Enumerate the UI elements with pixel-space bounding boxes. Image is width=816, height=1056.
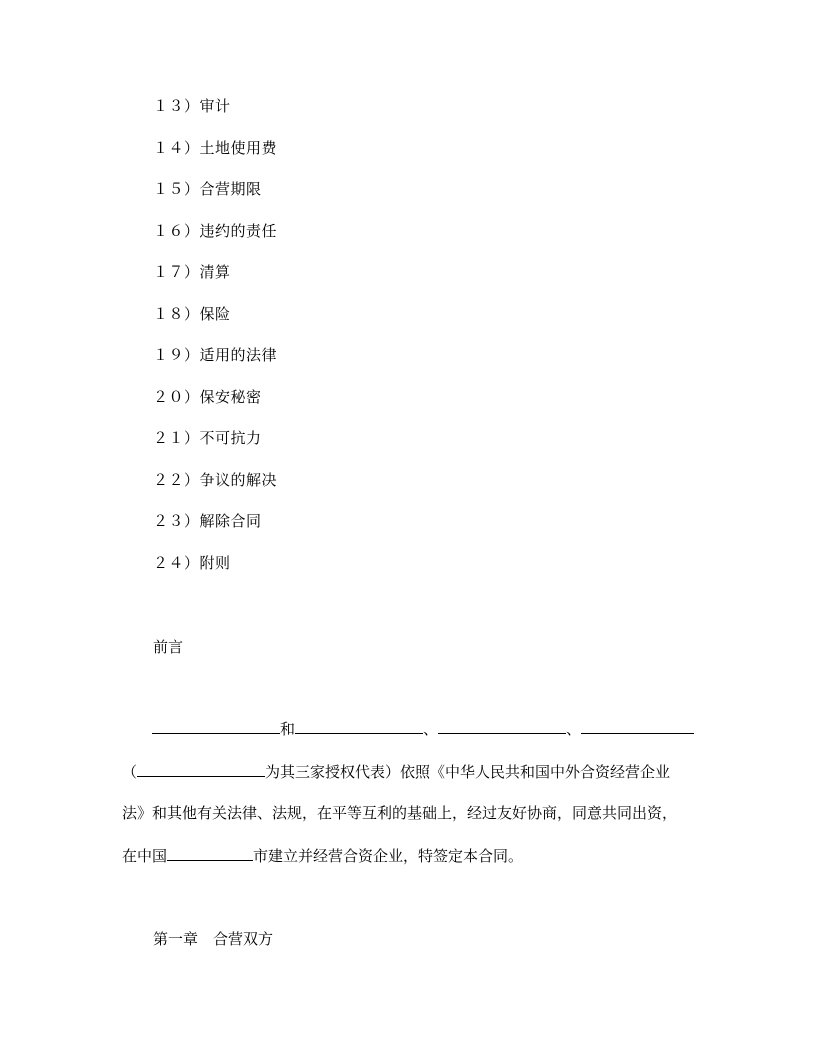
toc-item-22: ２２）争议的解决 (153, 471, 278, 489)
toc-item-15: １５）合营期限 (153, 180, 262, 198)
party-d-blank[interactable] (581, 719, 694, 734)
preface-line-3: 法》和其他有关法律、法规，在平等互利的基础上，经过友好协商，同意共同出资， (122, 804, 678, 822)
open-paren: （ (122, 763, 138, 781)
city-blank[interactable] (167, 846, 253, 861)
toc-item-17: １７）清算 (153, 263, 231, 281)
chapter-1-title: 第一章 合营双方 (153, 930, 274, 948)
toc-item-23: ２３）解除合同 (153, 512, 262, 530)
preface-line-4-after: 市建立并经营合资企业，特签定本合同。 (253, 847, 524, 865)
toc-item-20: ２０）保安秘密 (153, 388, 262, 406)
preface-title: 前言 (153, 638, 184, 656)
preface-line-1 (152, 719, 694, 739)
toc-item-13: １３）审计 (153, 97, 231, 115)
and-text: 和 (280, 720, 296, 738)
party-a-blank[interactable] (152, 719, 280, 734)
preface-line-4 (122, 846, 523, 866)
preface-line-4-before: 在中国 (122, 847, 168, 865)
toc-item-19: １９）适用的法律 (153, 346, 278, 364)
preface-line-2-text: 为其三家授权代表）依照《中华人民共和国中外合资经营企业 (265, 763, 671, 781)
toc-item-21: ２１）不可抗力 (153, 429, 262, 447)
toc-item-14: １４）土地使用费 (153, 139, 278, 157)
toc-item-18: １８）保险 (153, 305, 231, 323)
separator-2: 、 (566, 720, 582, 738)
party-c-blank[interactable] (438, 719, 566, 734)
toc-item-16: １６）违约的责任 (153, 222, 278, 240)
toc-item-24: ２４）附则 (153, 554, 231, 572)
party-b-blank[interactable] (295, 719, 423, 734)
representatives-blank[interactable] (137, 762, 265, 777)
separator-1: 、 (423, 720, 439, 738)
preface-line-2 (122, 762, 670, 782)
